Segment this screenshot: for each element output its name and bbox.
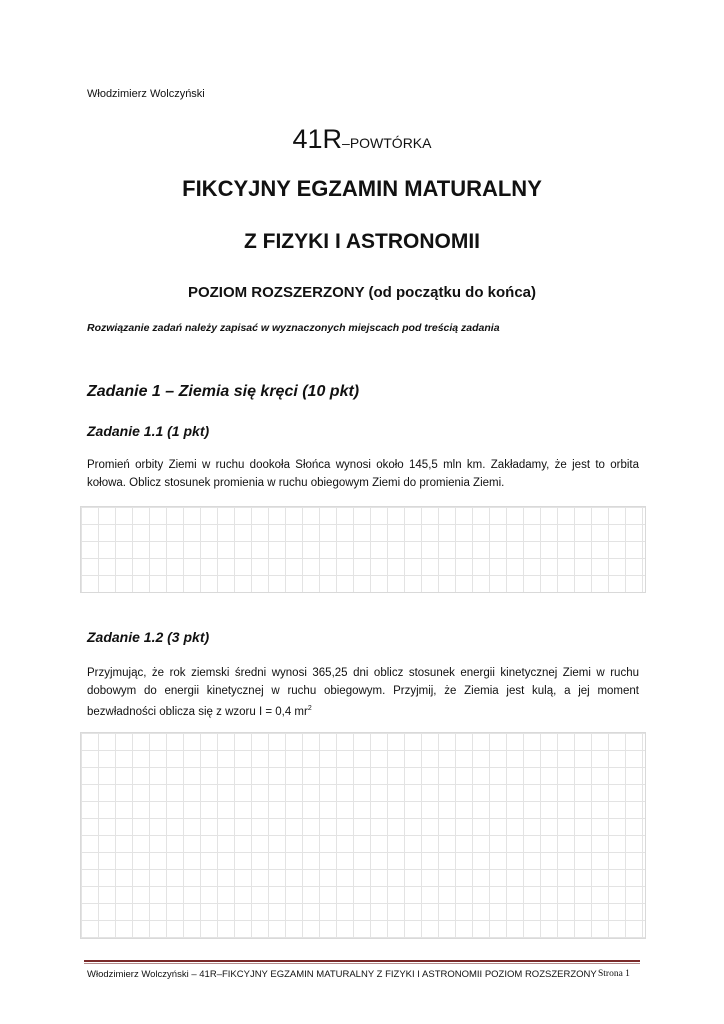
document-number-suffix: –POWTÓRKA <box>342 135 432 151</box>
task-1-heading: Zadanie 1 – Ziemia się kręci (10 pkt) <box>87 383 360 400</box>
task-1-2-superscript: 2 <box>307 705 312 712</box>
task-1-1-heading: Zadanie 1.1 (1 pkt) <box>87 423 210 439</box>
footer-text: Włodzimierz Wolczyński – 41R–FIKCYJNY EGZAMIN MATURALNY Z FIZYKI I ASTRONOMII POZIOM ROZSZERZONY <box>87 969 597 980</box>
task-1-2-heading: Zadanie 1.2 (3 pkt) <box>87 629 210 645</box>
footer-rule <box>84 960 640 962</box>
document-number <box>0 124 724 155</box>
title-line-1: FIKCYJNY EGZAMIN MATURALNY <box>182 176 542 201</box>
answer-grid-2[interactable] <box>80 732 646 939</box>
task-1-2-text: Przyjmując, że rok ziemski średni wynosi 365,25 dni oblicz stosunek energii kinetycznej Ziemi w ruchu dobowym do energii kinetycznej w ruchu obiegowym. Przyjmij, że Ziemia jest kulą, a jej moment bezwładności oblicza się z wzoru I = 0,4 mr <box>87 667 639 718</box>
title-line-2: Z FIZYKI I ASTRONOMII <box>243 230 481 253</box>
task-1-1-text: Promień orbity Ziemi w ruchu dookoła Słońca wynosi około 145,5 mln km. Zakładamy, że jest to orbita kołowa. Oblicz stosunek promienia w ruchu obiegowym Ziemi do promienia Ziemi. <box>87 459 639 489</box>
task-1-2-paragraph <box>87 664 639 721</box>
answer-grid-1[interactable] <box>80 506 646 593</box>
author-name: Włodzimierz Wolczyński <box>87 88 205 100</box>
footer-rule-thin <box>84 963 640 964</box>
level-title: POZIOM ROZSZERZONY (od początku do końca) <box>187 284 537 301</box>
instruction-text: Rozwiązanie zadań należy zapisać w wyznaczonych miejscach pod treścią zadania <box>87 322 500 334</box>
document-number-main: 41R <box>292 124 343 154</box>
page-number: Strona 1 <box>598 969 630 979</box>
